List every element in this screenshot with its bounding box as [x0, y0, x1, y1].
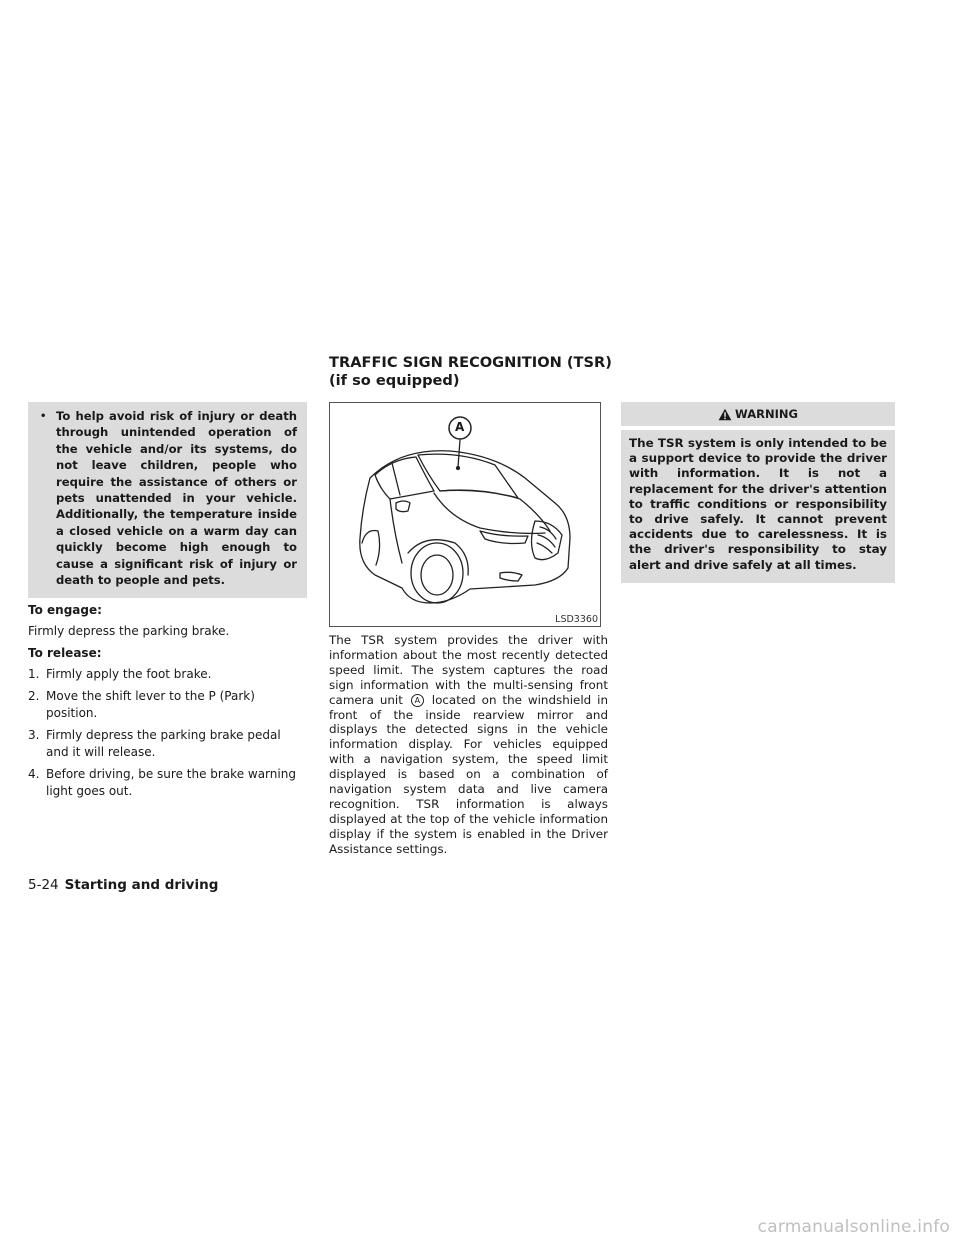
step-text: Firmly apply the foot brake. — [46, 667, 212, 682]
site-watermark: carmanualsonline.info — [757, 1217, 950, 1237]
step-number: 2. — [28, 689, 40, 704]
step-number: 1. — [28, 667, 40, 682]
bullet-icon: • — [40, 411, 47, 422]
tsr-text-part1: The TSR system provides the driver with information about the most recently detected speed limit. The system captures the road sign information with the multi-sensing front camera unit — [329, 633, 608, 707]
engage-heading: To engage: — [28, 603, 102, 618]
step-item — [28, 666, 307, 683]
page-footer — [28, 877, 218, 893]
figure-code: LSD3360 — [555, 614, 598, 625]
left-column — [28, 402, 307, 805]
step-text: Before driving, be sure the brake warning light goes out. — [46, 767, 296, 799]
right-column — [621, 402, 895, 583]
caution-bullet — [40, 408, 297, 588]
tsr-description — [329, 633, 608, 857]
release-steps — [28, 666, 307, 800]
car-camera-figure — [329, 402, 601, 627]
middle-column — [329, 402, 608, 857]
page-number: 5-24 — [28, 877, 59, 893]
release-heading: To release: — [28, 646, 102, 661]
tsr-text-part2: located on the windshield in front of the inside rearview mirror and displays the detected signs in the vehicle information display. For vehicles equipped with a navigation system, the speed limit displayed is based on a combination of navigation system data and live camera recognition. TSR information is always displayed at the top of the vehicle information display if the system is enabled in the Driver Assistance settings. — [329, 692, 609, 856]
engage-text: Firmly depress the parking brake. — [28, 624, 230, 639]
step-item — [28, 688, 307, 722]
step-item — [28, 727, 307, 761]
step-number: 4. — [28, 767, 40, 782]
caution-note-box — [28, 402, 307, 598]
caution-text: To help avoid risk of injury or death through unintended operation of the vehicle and/or its systems, do not leave children, people who require the assistance of others or pets unattended in your vehicle. Additionally, the temperature inside a closed vehicle on a warm day can quickly become high enough to cause a significant risk of injury or death to people and pets. — [56, 409, 297, 588]
step-text: Firmly depress the parking brake pedal and it will release. — [46, 728, 281, 760]
callout-a-icon: A — [411, 694, 424, 707]
chapter-title: Starting and driving — [64, 877, 219, 893]
warning-header — [621, 402, 895, 426]
step-text: Move the shift lever to the P (Park) position. — [46, 689, 255, 721]
step-item — [28, 766, 307, 800]
figure-callout-label: A — [455, 420, 465, 434]
warning-text: The TSR system is only intended to be a support device to provide the driver with information. It is not a replacement for the driver's attention to traffic conditions or responsibility to drive safely. It cannot prevent accidents due to carelessness. It is the driver's responsibility to stay alert and drive safely at all times. — [621, 430, 895, 583]
warning-label: WARNING — [735, 407, 798, 421]
section-title: TRAFFIC SIGN RECOGNITION (TSR) (if so equipped) — [329, 354, 612, 389]
car-illustration — [330, 403, 600, 626]
step-number: 3. — [28, 728, 40, 743]
warning-triangle-icon — [718, 408, 732, 421]
